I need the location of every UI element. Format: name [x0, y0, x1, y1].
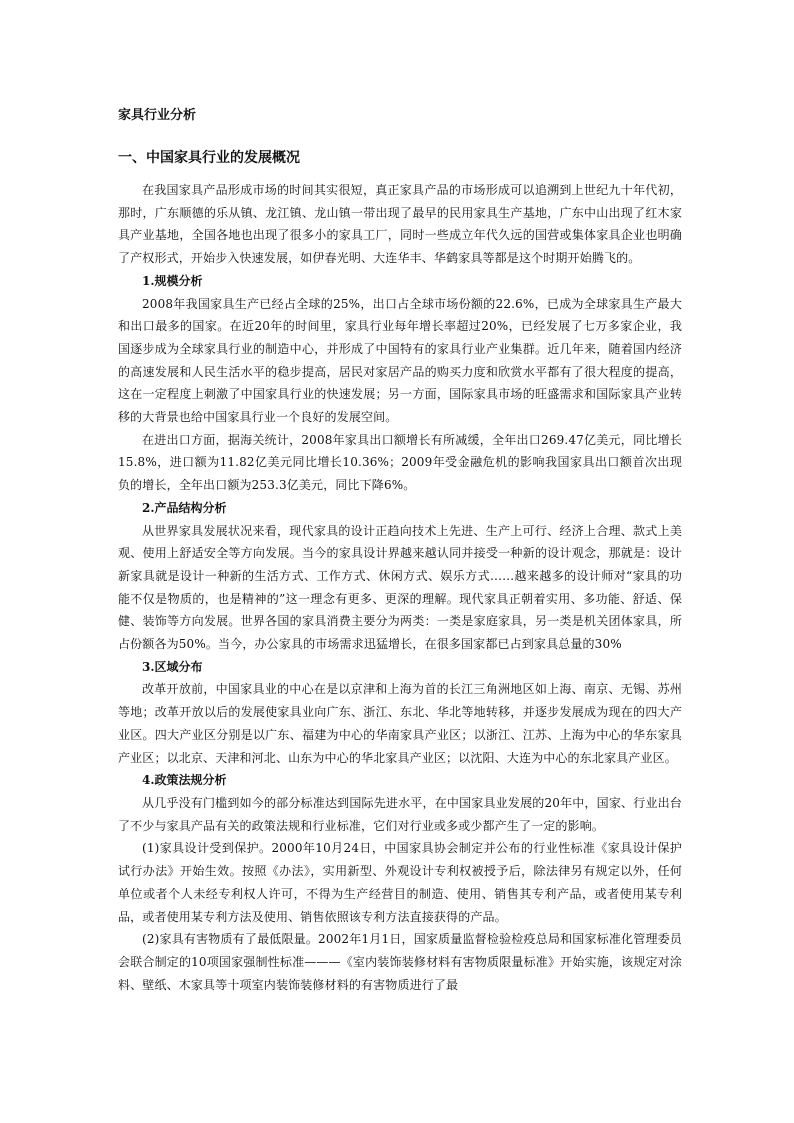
paragraph-policy-3: (2)家具有害物质有了最低限量。2002年1月1日，国家质量监督检验检疫总局和国家标准化管理委员会联合制定的10项国家强制性标准———《室内装饰装修材料有害物质限量标准》开始实施，该规定对涂料、壁纸、木家具等十项室内装饰装修材料的有害物质进行了最: [118, 932, 682, 992]
subsection-heading-scale: 1.规模分析: [142, 273, 203, 288]
paragraph-product-structure: 从世界家具发展状况来看，现代家具的设计正趋向技术上先进、生产上可行、经济上合理、款式上美观、使用上舒适安全等方向发展。当今的家具设计界越来越认同并接受一种新的设计观念，那就是：设计新家具就是设计一种新的生活方式、工作方式、休闲方式、娱乐方式……越来越多的设计师对“家具的功能不仅是物质的，也是精神的”这一理念有更多、更深的理解。现代家具正朝着实用、多功能、舒适、保健、装饰等方向发展。世界各国的家具消费主要分为两类：一类是家庭家具，另一类是机关团体家具，所占份额各为50%。当今，办公家具的市场需求迅猛增长，在很多国家都已占到家具总量的30%: [118, 523, 682, 652]
subsection-heading-policy: 4.政策法规分析: [142, 773, 227, 788]
paragraph-intro: 在我国家具产品形成市场的时间其实很短，真正家具产品的市场形成可以追溯到上世纪九十年代初，那时，广东顺德的乐从镇、龙江镇、龙山镇一带出现了最早的民用家具生产基地，广东中山出现了红木家具产业基地，全国各地也出现了很多小的家具工厂，同时一些成立年代久远的国营或集体家具企业也明确了产权形式，开始步入快速发展，如伊春光明、大连华丰、华鹤家具等都是这个时期开始腾飞的。: [118, 183, 682, 266]
document-title: 家具行业分析: [118, 108, 197, 123]
document-body: [118, 148, 682, 996]
subsection-heading-product-structure: 2.产品结构分析: [142, 500, 227, 515]
paragraph-regional: 改革开放前，中国家具业的中心在是以京津和上海为首的长江三角洲地区如上海、南京、无锡、苏州等地；改革开放以后的发展使家具业向广东、浙江、东北、华北等地转移，并逐步发展成为现在的四大产业区。四大产业区分别是以广东、福建为中心的华南家具产业区；以浙江、江苏、上海为中心的华东家具产业区；以北京、天津和河北、山东为中心的华北家具产业区；以沈阳、大连为中心的东北家具产业区。: [118, 682, 682, 765]
paragraph-policy-1: 从几乎没有门槛到如今的部分标准达到国际先进水平，在中国家具业发展的20年中，国家、行业出台了不少与家具产品有关的政策法规和行业标准，它们对行业或多或少都产生了一定的影响。: [118, 795, 682, 833]
paragraph-policy-2: (1)家具设计受到保护。2000年10月24日，中国家具协会制定并公布的行业性标准《家具设计保护试行办法》开始生效。按照《办法》，实用新型、外观设计专利权被授予后，除法律另有规定以外，任何单位或者个人未经专利权人许可，不得为生产经营目的制造、使用、销售其专利产品，或者使用某专利品，或者使用某专利方法及使用、销售依照该专利方法直接获得的产品。: [118, 841, 682, 924]
paragraph-scale-2: 在进出口方面，据海关统计，2008年家具出口额增长有所减缓，全年出口269.47亿美元，同比增长15.8%，进口额为11.82亿美元同比增长10.36%；2009年受金融危机的影响我国家具出口额首次出现负的增长，全年出口额为253.3亿美元，同比下降6%。: [118, 432, 682, 493]
paragraph-scale-1: 2008年我国家具生产已经占全球的25%，出口占全球市场份额的22.6%，已成为全球家具生产最大和出口最多的国家。在近20年的时间里，家具行业每年增长率超过20%，已经发展了七万多家企业，我国逐步成为全球家具行业的制造中心，并形成了中国特有的家具行业产业集群。近几年来，随着国内经济的高速发展和人民生活水平的稳步提高，居民对家居产品的购买力度和欣赏水平都有了很大程度的提高，这在一定程度上刺激了中国家具行业的快速发展；另一方面，国际家具市场的旺盛需求和国际家具产业转移的大背景也给中国家具行业一个良好的发展空间。: [118, 296, 682, 425]
subsection-heading-regional: 3.区域分布: [142, 659, 203, 674]
section-heading-overview: 一、中国家具行业的发展概况: [118, 150, 300, 166]
